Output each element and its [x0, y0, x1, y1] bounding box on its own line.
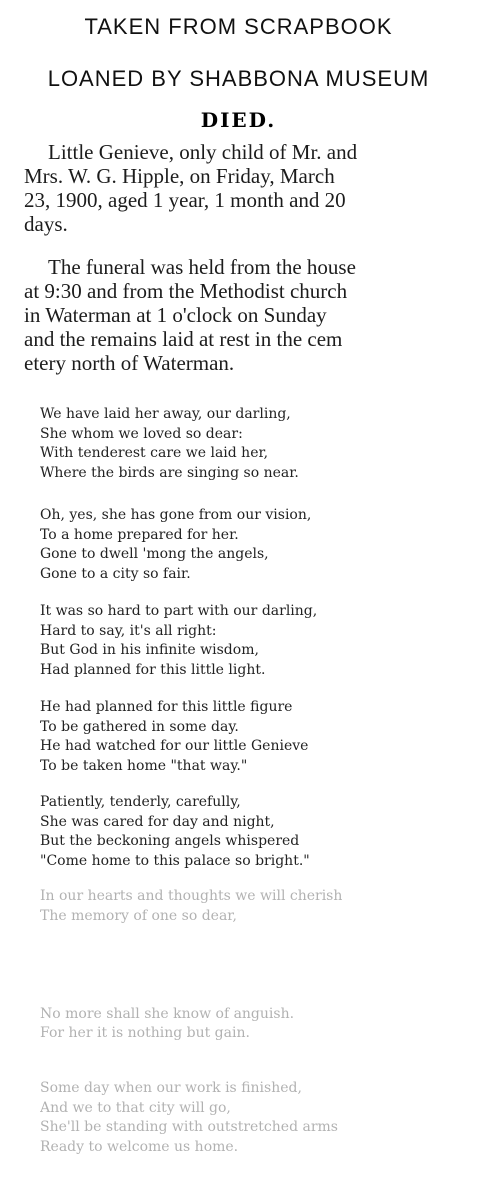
poem-stanza-5	[40, 793, 473, 871]
notice-line: in Waterman at 1 o'clock on Sunday	[24, 303, 327, 327]
poem-line: Patiently, tenderly, carefully,	[40, 794, 241, 810]
notice-line: Little Genieve, only child of Mr. and	[48, 140, 358, 164]
poem-stanza-2	[40, 506, 473, 584]
poem-line: It was so hard to part with our darling,	[40, 603, 318, 619]
poem-line: Hard to say, it's all right:	[40, 622, 217, 639]
notice-line: 23, 1900, aged 1 year, 1 month and 20	[24, 188, 346, 212]
poem-stanza-7-faded	[40, 1079, 473, 1157]
poem-line: He had planned for this little figure	[40, 699, 293, 715]
poem-line: With tenderest care we laid her,	[40, 445, 269, 462]
poem-line-illegible	[40, 946, 473, 966]
header-scrapbook: TAKEN FROM SCRAPBOOK	[84, 14, 393, 39]
poem-line: Gone to dwell 'mong the angels,	[40, 546, 269, 563]
obituary-heading: DIED.	[200, 108, 277, 132]
poem-line: She was cared for day and night,	[40, 813, 275, 830]
poem-line: The memory of one so dear,	[40, 907, 237, 924]
obituary-paragraph-2	[24, 255, 469, 375]
notice-line: days.	[24, 212, 68, 236]
poem-line: Oh, yes, she has gone from our vision,	[40, 507, 312, 523]
poem-line: To be gathered in some day.	[40, 718, 239, 735]
poem-stanza-6-faded	[40, 887, 473, 1044]
poem-line: We have laid her away, our darling,	[40, 406, 291, 422]
poem-line: To a home prepared for her.	[40, 526, 239, 543]
poem-line-illegible	[40, 926, 473, 946]
poem-line: And we to that city will go,	[40, 1099, 231, 1116]
poem-line: Ready to welcome us home.	[40, 1138, 239, 1155]
poem-line: But the beckoning angels whispered	[40, 833, 300, 850]
poem-line: She'll be standing with outstretched arms	[40, 1119, 338, 1136]
obituary-paragraph-1	[24, 140, 469, 236]
notice-line: etery north of Waterman.	[24, 351, 235, 375]
poem-line: To be taken home "that way."	[40, 757, 248, 774]
poem-stanza-1	[40, 405, 473, 483]
poem-line: For her it is nothing but gain.	[40, 1025, 250, 1042]
poem-line: No more shall she know of anguish.	[40, 1005, 295, 1022]
poem-line-illegible	[40, 965, 473, 985]
notice-line: The funeral was held from the house	[48, 255, 356, 279]
poem-line-illegible	[40, 985, 473, 1005]
poem-line: She whom we loved so dear:	[40, 425, 243, 442]
poem-line: Some day when our work is finished,	[40, 1080, 302, 1096]
poem-stanza-4	[40, 698, 473, 776]
poem-line: Had planned for this little light.	[40, 661, 266, 678]
header-museum: LOANED BY SHABBONA MUSEUM	[47, 66, 430, 91]
poem-line: But God in his infinite wisdom,	[40, 642, 259, 659]
poem-line: In our hearts and thoughts we will cherish	[40, 888, 343, 904]
poem-line: Gone to a city so fair.	[40, 565, 191, 582]
notice-line: and the remains laid at rest in the cem	[24, 327, 343, 351]
notice-line: at 9:30 and from the Methodist church	[24, 279, 348, 303]
notice-line: Mrs. W. G. Hipple, on Friday, March	[24, 164, 335, 188]
poem-line: "Come home to this palace so bright."	[40, 852, 310, 869]
poem-line: Where the birds are singing so near.	[40, 464, 299, 481]
poem-stanza-3	[40, 602, 473, 680]
poem-line: He had watched for our little Genieve	[40, 738, 309, 755]
